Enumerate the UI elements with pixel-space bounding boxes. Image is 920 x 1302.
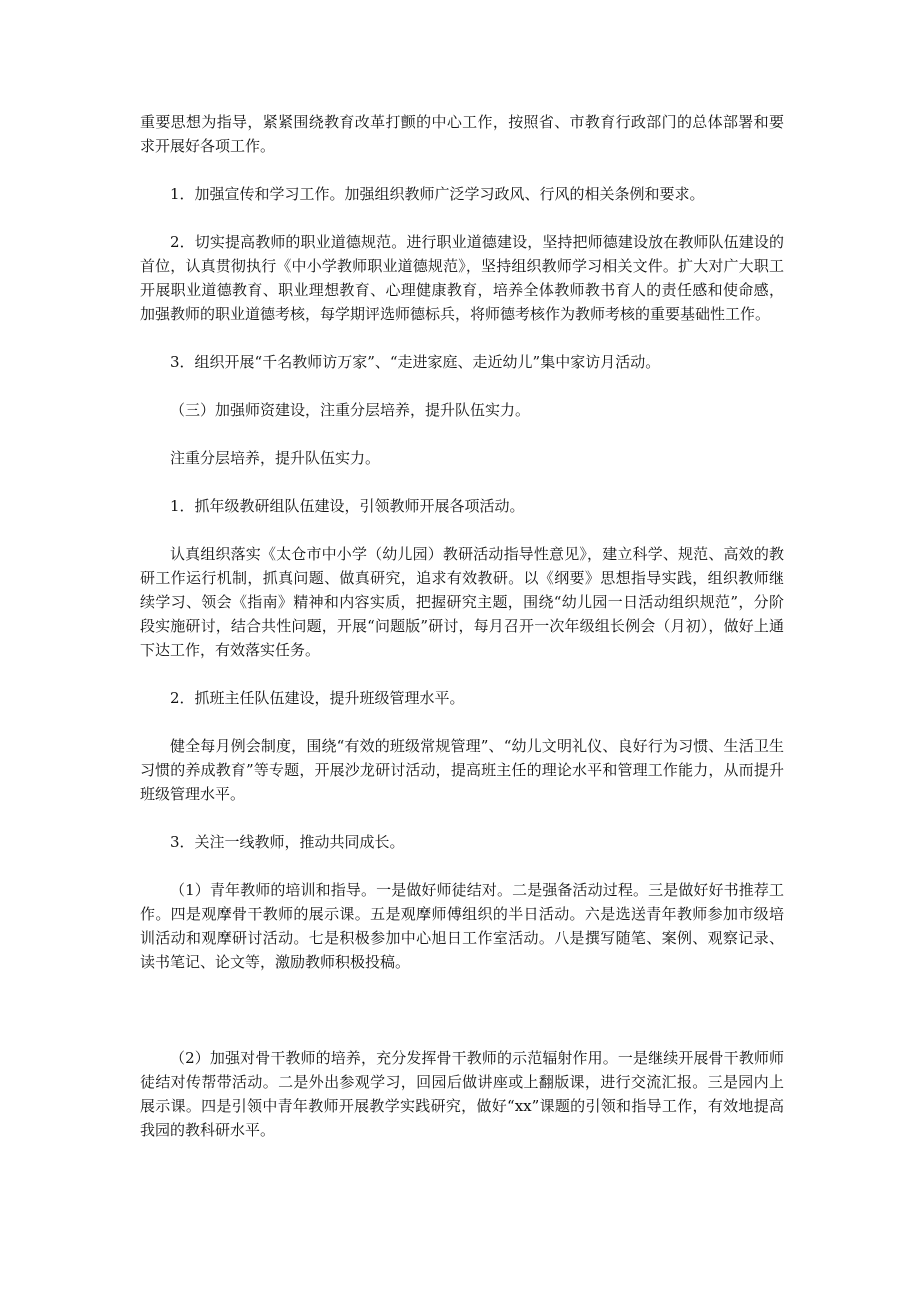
paragraph-backbone-teachers: （2）加强对骨干教师的培养，充分发挥骨干教师的示范辐射作用。一是继续开展骨干教师师徒结对传帮带活动。二是外出参观学习，回园后做讲座或上翻版课，进行交流汇报。三是园内上展示课。四是引领中青年教师开展教学实践研究，做好“xx”课题的引领和指导工作，有效地提高我园的教科研水平。 xyxy=(140,1049,784,1139)
paragraph-subitem-1-heading: 1．抓年级教研组队伍建设，引领教师开展各项活动。 xyxy=(170,497,525,515)
paragraph-subitem-3-heading: 3．关注一线教师，推动共同成长。 xyxy=(170,833,405,851)
paragraph-intro-continuation: 重要思想为指导，紧紧围绕教育改革打颤的中心工作，按照省、市教育行政部门的总体部署和要求开展好各项工作。 xyxy=(140,113,784,155)
paragraph-subitem-2-body: 健全每月例会制度，围绕“有效的班级常规管理”、“幼儿文明礼仪、良好行为习惯、生活卫生习惯的养成教育”等专题，开展沙龙研讨活动，提高班主任的理论水平和管理工作能力，从而提升班级管理水平。 xyxy=(140,737,784,803)
paragraph-subitem-1-body: 认真组织落实《太仓市中小学（幼儿园）教研活动指导性意见》，建立科学、规范、高效的教研工作运行机制，抓真问题、做真研究，追求有效教研。以《纲要》思想指导实践，组织教师继续学习、领会《指南》精神和内容实质，把握研究主题，围绕“幼儿园一日活动组织规范”，分阶段实施研讨，结合共性问题，开展“问题版”研讨，每月召开一次年级组长例会（月初），做好上通下达工作，有效落实任务。 xyxy=(140,545,784,659)
paragraph-section-summary: 注重分层培养，提升队伍实力。 xyxy=(170,449,381,467)
paragraph-item-1-publicity: 1．加强宣传和学习工作。加强组织教师广泛学习政风、行风的相关条例和要求。 xyxy=(170,185,705,203)
paragraph-item-3-home-visits: 3．组织开展“千名教师访万家”、“走进家庭、走近幼儿”集中家访月活动。 xyxy=(170,353,661,371)
section-heading-3: （三）加强师资建设，注重分层培养，提升队伍实力。 xyxy=(170,401,531,419)
paragraph-young-teachers: （1）青年教师的培训和指导。一是做好师徒结对。二是强备活动过程。三是做好好书推荐工作。四是观摩骨干教师的展示课。五是观摩师傅组织的半日活动。六是选送青年教师参加市级培训活动和观摩研讨活动。七是积极参加中心旭日工作室活动。八是撰写随笔、案例、观察记录、读书笔记、论文等，激励教师积极投稿。 xyxy=(140,881,784,971)
paragraph-item-2-ethics: 2．切实提高教师的职业道德规范。进行职业道德建设，坚持把师德建设放在教师队伍建设的首位，认真贯彻执行《中小学教师职业道德规范》，坚持组织教师学习相关文件。扩大对广大职工开展职业道德教育、职业理想教育、心理健康教育，培养全体教师教书育人的责任感和使命感，加强教师的职业道德考核，每学期评选师德标兵，将师德考核作为教师考核的重要基础性工作。 xyxy=(140,233,784,323)
paragraph-subitem-2-heading: 2．抓班主任队伍建设，提升班级管理水平。 xyxy=(170,689,465,707)
document-page xyxy=(140,110,784,1142)
